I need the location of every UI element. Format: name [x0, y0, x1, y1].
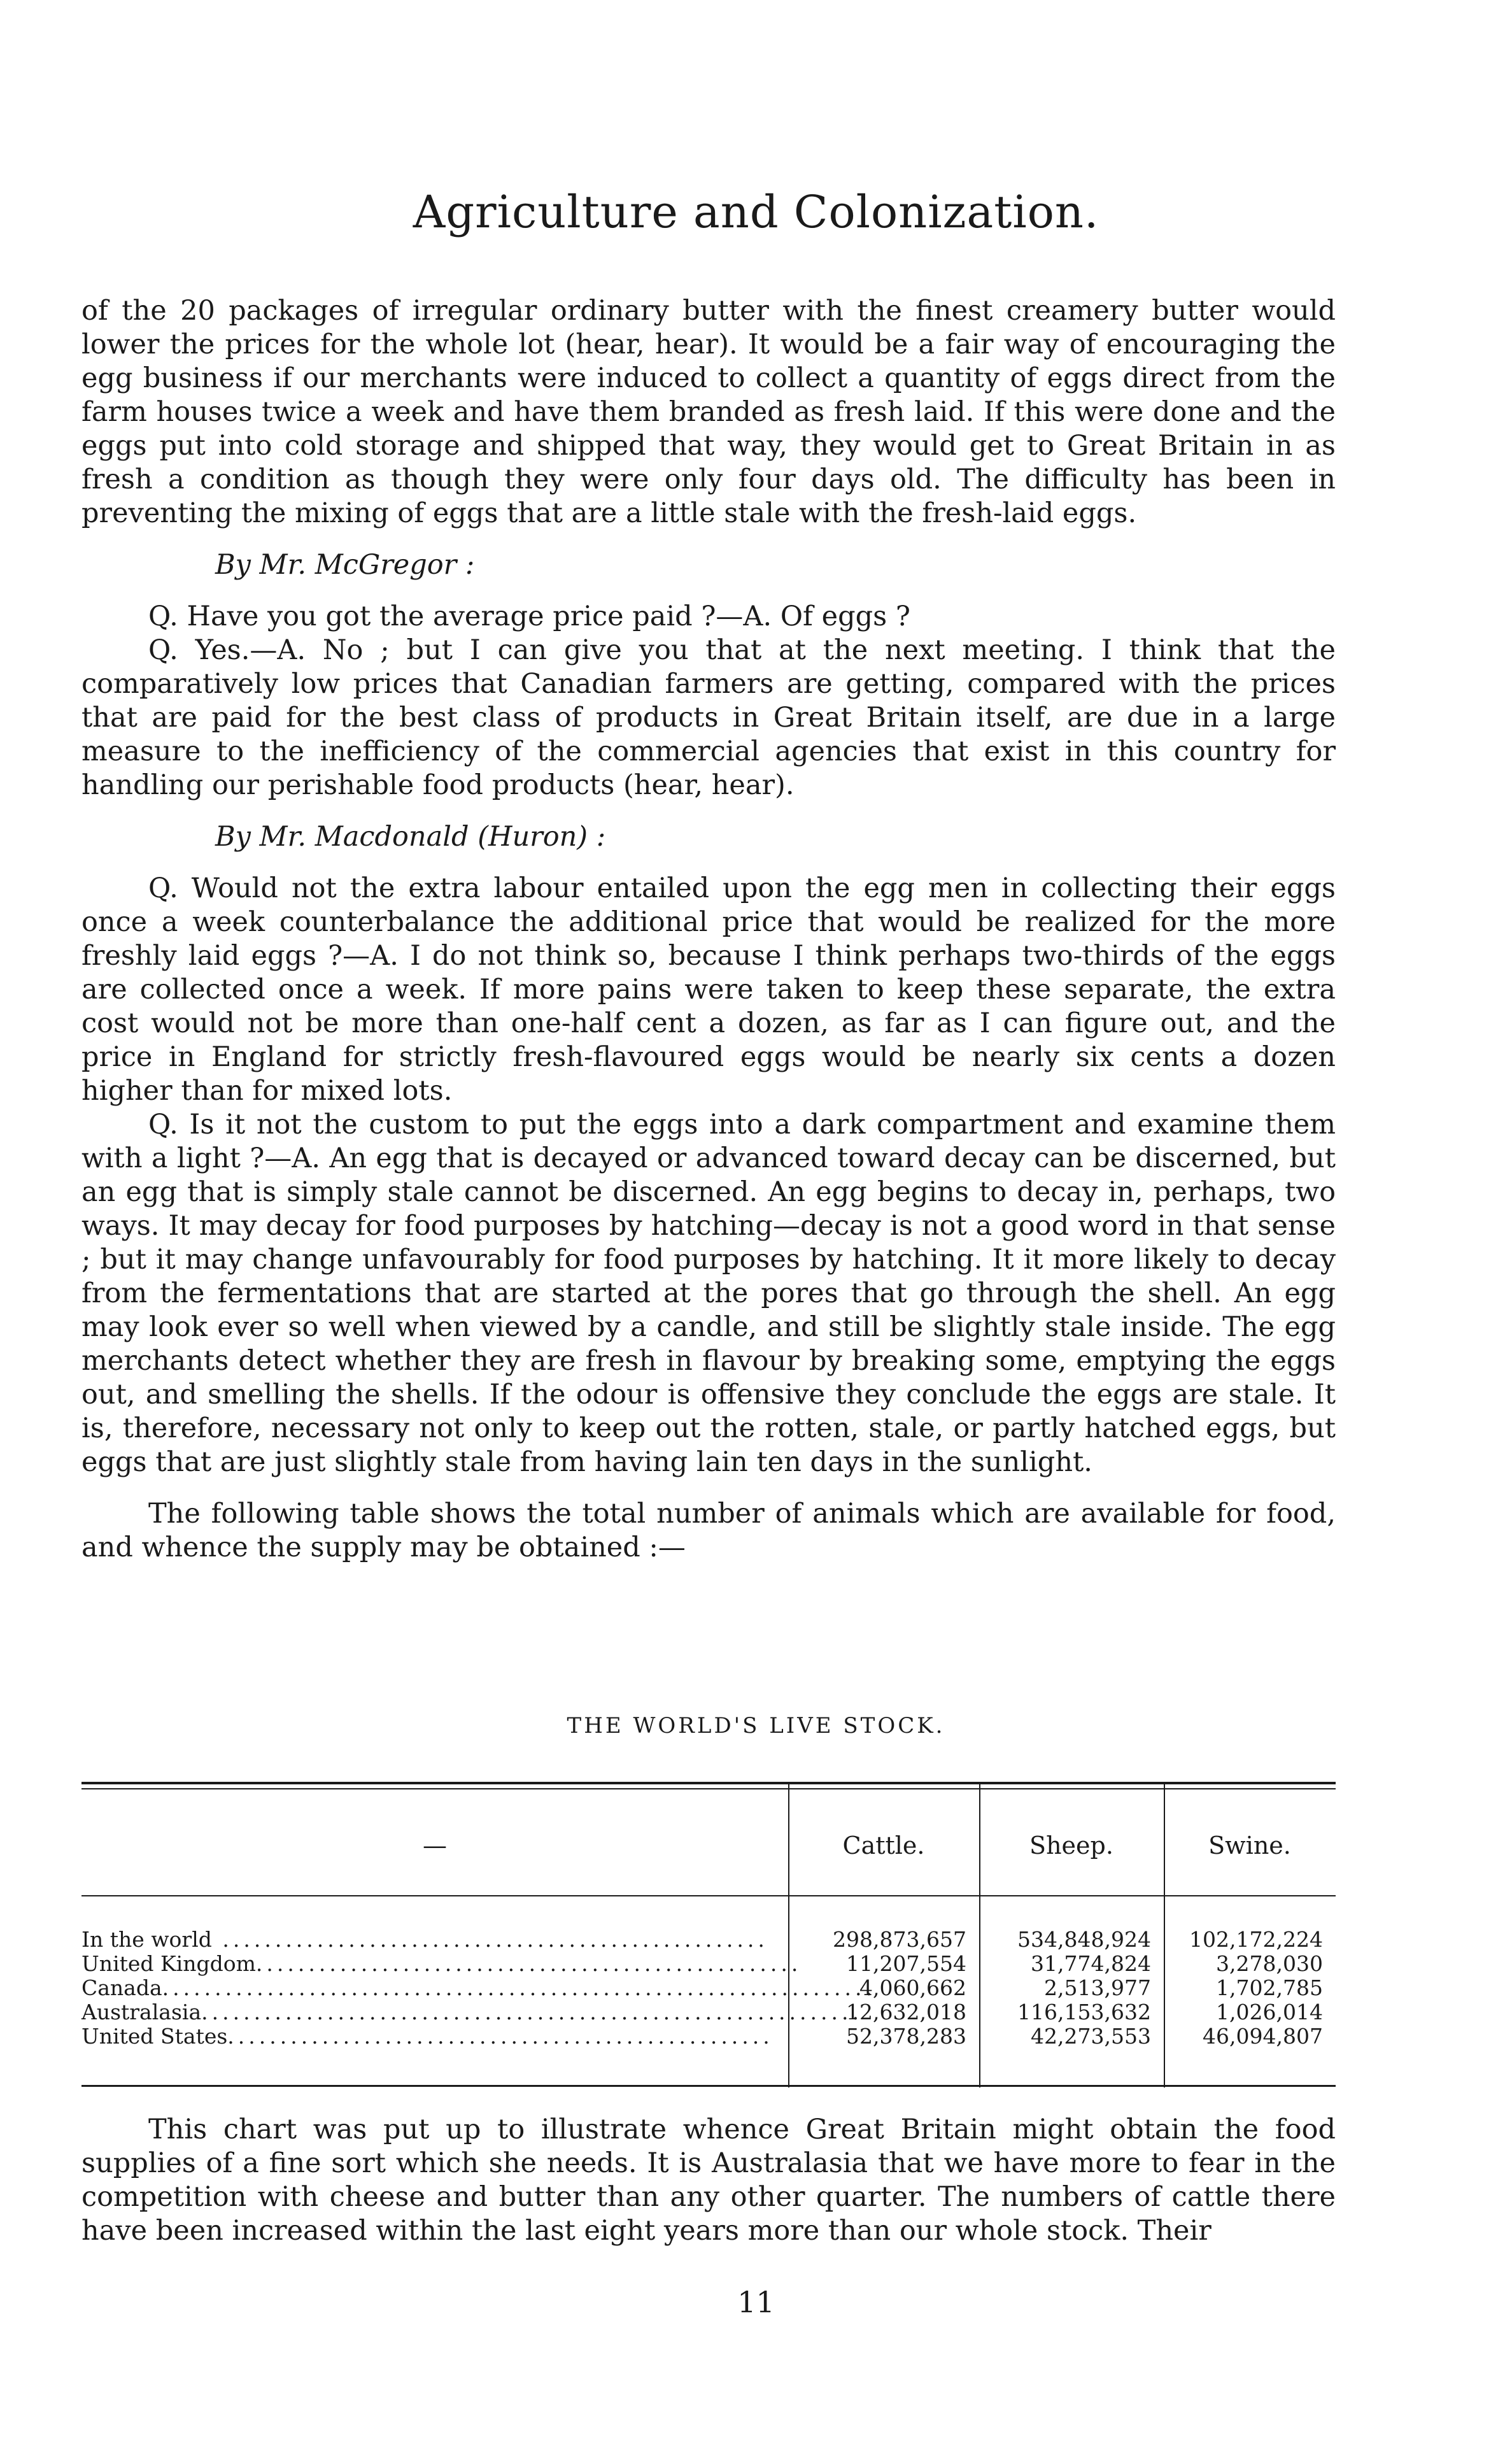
page-header: Agriculture and Colonization. — [413, 186, 1099, 238]
cell-sheep: 2,513,977 — [1044, 1975, 1151, 2000]
cell-cattle: 4,060,662 — [859, 1975, 966, 2000]
table-intro-paragraph: The following table shows the total number of animals which are available for food, and whence the supply may be obtained :— — [81, 1498, 1336, 1563]
row-label: Australasia — [81, 2000, 202, 2024]
cell-cattle: 12,632,018 — [846, 2000, 966, 2024]
live-stock-table — [81, 1782, 1336, 2087]
closing-paragraph: This chart was put up to illustrate whence Great Britain might obtain the food supplies of a fine sort which she needs. It is Australasia that we have more to fear in the competition with cheese and butter than any other quarter. The numbers of cattle there have been increased within the last eight years more than our whole stock. Their — [81, 2114, 1336, 2247]
paragraph-continuation: of the 20 packages of irregular ordinary butter with the finest creamery butter would lower the prices for the whole lot (hear, hear). It would be a fair way of encouraging the egg business if our merchants were induced to collect a quantity of eggs direct from the farm houses twice a week and have them branded as fresh laid. If this were done and the eggs put into cold storage and shipped that way, they would get to Great Britain in as fresh a condition as though they were only four days old. The difficulty has been in preventing the mixing of eggs that are a little stale with the fresh-laid eggs. — [81, 295, 1336, 529]
row-label: United Kingdom — [81, 1951, 256, 1976]
cell-swine: 1,026,014 — [1216, 2000, 1323, 2024]
table-header-rule — [81, 1895, 1336, 1896]
closing-text — [81, 2113, 1336, 2248]
header-cattle: Cattle. — [842, 1831, 925, 1859]
table-row: Australasia............................................................... 12,632,018 116,153,632 1,026,014 — [81, 2000, 1323, 2024]
table-top-rule — [81, 1782, 1336, 1784]
cell-cattle: 52,378,283 — [846, 2024, 966, 2049]
question-answer-paragraph: Q. Have you got the average price paid ?—A. Of eggs ? — [148, 601, 910, 632]
blank-header-dash: — — [423, 1831, 447, 1859]
table-row: In the world .................................................... 298,873,657 534,848,924 102,172,224 — [81, 1927, 1323, 1952]
cell-sheep: 534,848,924 — [1017, 1927, 1151, 1952]
table-top-rule-thin — [81, 1788, 1336, 1789]
table-row: United Kingdom.................................................... 11,207,554 31,774,824 3,278,030 — [81, 1951, 1323, 1976]
table-row: Canada.................................................................... 4,060,662 2,513,977 1,702,785 — [81, 1975, 1323, 2000]
cell-sheep: 116,153,632 — [1017, 2000, 1151, 2024]
question-answer-paragraph: Q. Yes.—A. No ; but I can give you that at the next meeting. I think that the comparatively low prices that Canadian farmers are getting, compared with the prices that are paid for the best class of products in Great Britain itself, are due in a large measure to the inefficiency of the commercial agencies that exist in this country for handling our perishable food products (hear, hear). — [81, 634, 1336, 801]
speaker-heading-macdonald: By Mr. Macdonald (Huron) : — [215, 821, 606, 853]
cell-cattle: 298,873,657 — [833, 1927, 966, 1952]
cell-cattle: 11,207,554 — [846, 1951, 966, 1976]
table-title: THE WORLD'S LIVE STOCK. — [567, 1713, 945, 1739]
cell-swine: 102,172,224 — [1189, 1927, 1323, 1952]
speaker-heading-mcgregor: By Mr. McGregor : — [215, 549, 475, 581]
main-text — [81, 294, 1336, 1565]
table-row: United States.................................................... 52,378,283 42,273,553 46,094,807 — [81, 2024, 1323, 2049]
page-number: 11 — [737, 2285, 775, 2319]
question-answer-paragraph: Q. Is it not the custom to put the eggs into a dark compartment and examine them with a light ?—A. An egg that is decayed or advanced toward decay can be discerned, but an egg that is simply stale cannot be discerned. An egg begins to decay in, perhaps, two ways. It may decay for food purposes by hatching—decay is not a good word in that sense ; but it may change unfavourably for food purposes by hatching. It it more likely to decay from the fermentations that are started at the pores that go through the shell. An egg may look ever so well when viewed by a candle, and still be slightly stale inside. The egg merchants detect whether they are fresh in flavour by breaking some, emptying the eggs out, and smelling the shells. If the odour is offensive they conclude the eggs are stale. It is, therefore, necessary not only to keep out the rotten, stale, or partly hatched eggs, but eggs that are just slightly stale from having lain ten days in the sunlight. — [81, 1109, 1336, 1478]
row-label: United States — [81, 2024, 228, 2049]
cell-swine: 1,702,785 — [1216, 1975, 1323, 2000]
question-answer-paragraph: Q. Would not the extra labour entailed upon the egg men in collecting their eggs once a week counterbalance the additional price that would be realized for the more freshly laid eggs ?—A. I do not think so, because I think perhaps two-thirds of the eggs are collected once a week. If more pains were taken to keep these separate, the extra cost would not be more than one-half cent a dozen, as far as I can figure out, and the price in England for strictly fresh-flavoured eggs would be nearly six cents a dozen higher than for mixed lots. — [81, 872, 1336, 1107]
cell-swine: 46,094,807 — [1203, 2024, 1323, 2049]
cell-sheep: 42,273,553 — [1031, 2024, 1151, 2049]
header-swine: Swine. — [1208, 1831, 1291, 1859]
header-sheep: Sheep. — [1029, 1831, 1113, 1859]
cell-swine: 3,278,030 — [1216, 1951, 1323, 1976]
row-label: Canada — [81, 1975, 162, 2000]
row-label: In the world — [81, 1927, 212, 1952]
cell-sheep: 31,774,824 — [1031, 1951, 1151, 1976]
table-bottom-rule — [81, 2085, 1336, 2087]
